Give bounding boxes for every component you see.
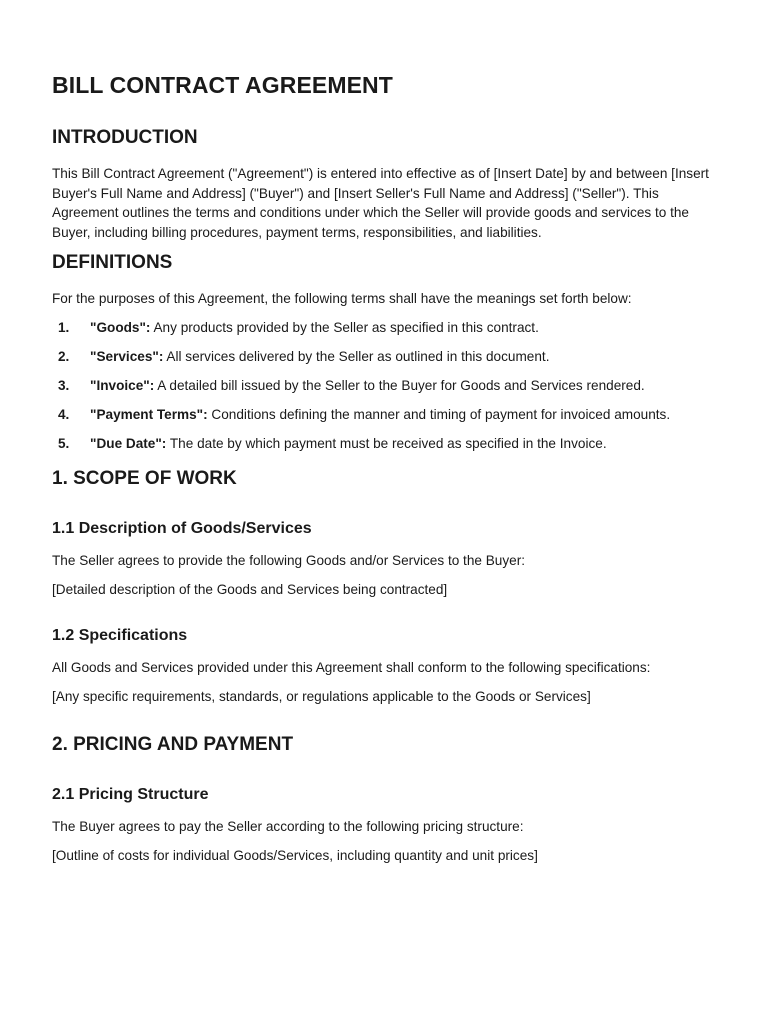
definition-item bbox=[52, 434, 718, 454]
specifications-heading: 1.2 Specifications bbox=[52, 627, 188, 644]
definition-item bbox=[52, 347, 718, 367]
definition-number: 2. bbox=[58, 348, 70, 364]
pricing-structure-heading: 2.1 Pricing Structure bbox=[52, 786, 209, 803]
definition-item bbox=[52, 376, 718, 396]
definition-term: "Services": bbox=[90, 348, 164, 364]
definition-number: 1. bbox=[58, 319, 70, 335]
definition-text: A detailed bill issued by the Seller to the Buyer for Goods and Services rendered. bbox=[154, 377, 645, 393]
definition-text: The date by which payment must be received as specified in the Invoice. bbox=[166, 435, 607, 451]
definition-number: 5. bbox=[58, 435, 70, 451]
definition-term: "Due Date": bbox=[90, 435, 167, 451]
scope-heading: 1. SCOPE OF WORK bbox=[52, 468, 237, 489]
specifications-text: All Goods and Services provided under this Agreement shall conform to the following specifications: bbox=[52, 660, 651, 675]
definitions-list bbox=[52, 318, 718, 454]
definition-text: Any products provided by the Seller as specified in this contract. bbox=[150, 319, 539, 335]
scope-section bbox=[52, 467, 718, 706]
introduction-heading: INTRODUCTION bbox=[52, 127, 198, 148]
definition-number: 4. bbox=[58, 406, 70, 422]
introduction-section bbox=[52, 126, 718, 242]
document-title: BILL CONTRACT AGREEMENT bbox=[52, 72, 393, 98]
definition-term: "Invoice": bbox=[90, 377, 155, 393]
definitions-intro: For the purposes of this Agreement, the following terms shall have the meanings set forth below: bbox=[52, 291, 632, 306]
definition-item bbox=[52, 405, 718, 425]
definition-number: 3. bbox=[58, 377, 70, 393]
definitions-heading: DEFINITIONS bbox=[52, 252, 173, 273]
definitions-section bbox=[52, 251, 718, 453]
definition-term: "Goods": bbox=[90, 319, 151, 335]
pricing-section bbox=[52, 733, 718, 865]
description-heading: 1.1 Description of Goods/Services bbox=[52, 520, 312, 537]
pricing-structure-placeholder: [Outline of costs for individual Goods/Services, including quantity and unit prices] bbox=[52, 847, 538, 863]
definition-item bbox=[52, 318, 718, 338]
specifications-placeholder: [Any specific requirements, standards, or regulations applicable to the Goods or Services] bbox=[52, 688, 591, 704]
definition-text: Conditions defining the manner and timing of payment for invoiced amounts. bbox=[207, 406, 671, 422]
definition-text: All services delivered by the Seller as outlined in this document. bbox=[163, 348, 550, 364]
definition-term: "Payment Terms": bbox=[90, 406, 208, 422]
pricing-heading: 2. PRICING AND PAYMENT bbox=[52, 734, 294, 755]
pricing-structure-text: The Buyer agrees to pay the Seller according to the following pricing structure: bbox=[52, 819, 524, 834]
description-text: The Seller agrees to provide the following Goods and/or Services to the Buyer: bbox=[52, 553, 526, 568]
description-placeholder: [Detailed description of the Goods and Services being contracted] bbox=[52, 581, 448, 597]
introduction-text: This Bill Contract Agreement ("Agreement") is entered into effective as of [Insert Date] by and between [Insert Buyer's Full Name and Address] ("Buyer") and [Insert Seller's Full Name and Address] ("Seller"). This Agreement outlines the terms and conditions under which the Seller will provide goods and services to the Buyer, including billing procedures, payment terms, responsibilities, and liabilities. bbox=[52, 166, 709, 240]
